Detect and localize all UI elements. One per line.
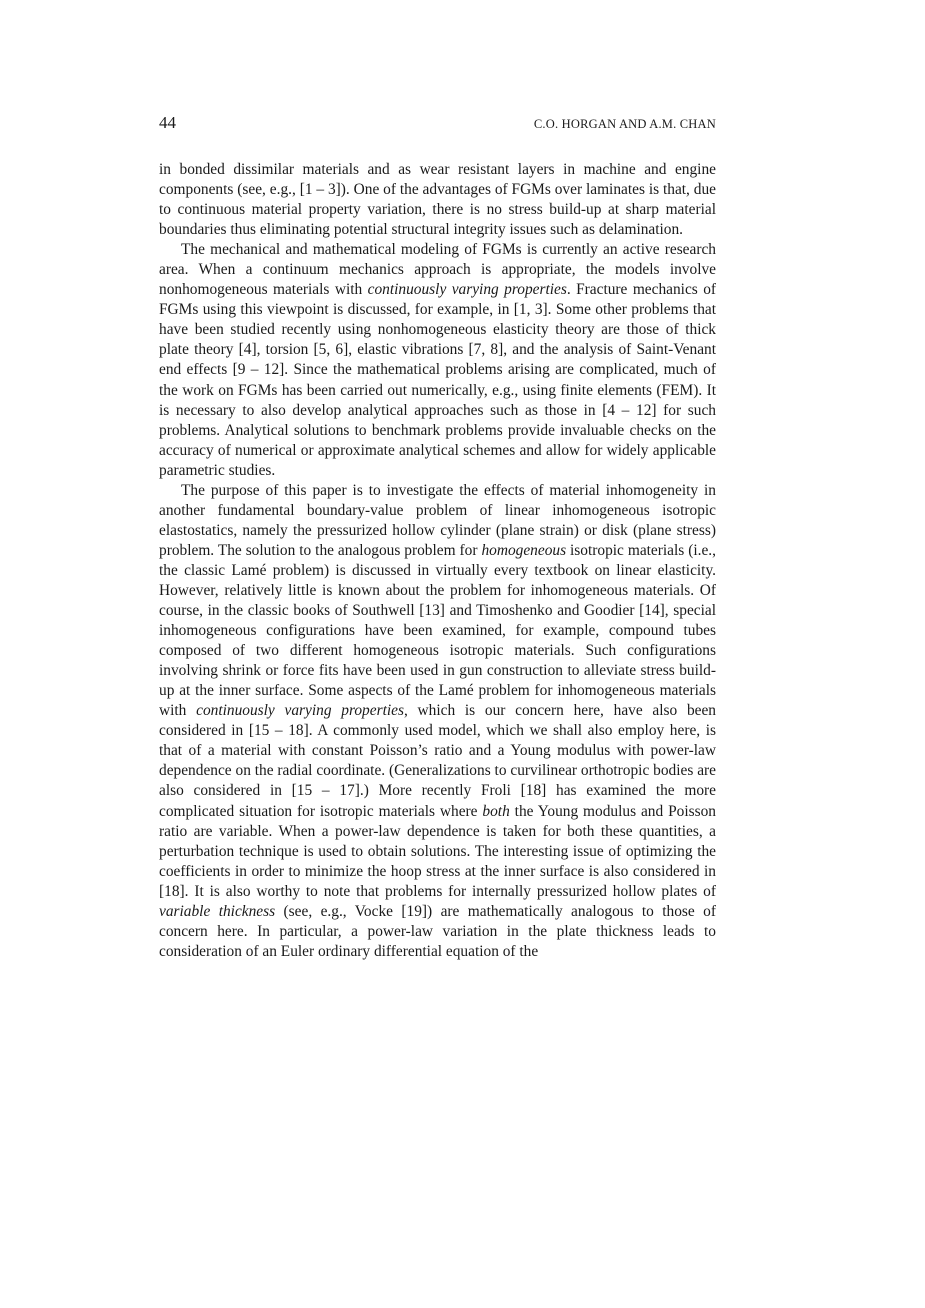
paragraph xyxy=(159,240,716,481)
page-number: 44 xyxy=(159,113,176,132)
paragraph-text: the Young modulus and Poisson ratio are variable. When a power-law dependence is taken for both these quantities, a perturbation technique is used to obtain solutions. The interesting issue of optimizing the coefficients in order to minimize the hoop stress at the inner surface is also considered in [18]. It is also worthy to note that problems for internally pressurized hollow plates of xyxy=(159,802,716,900)
paragraph xyxy=(159,160,716,240)
paragraph-text: . Fracture mechanics of FGMs using this viewpoint is discussed, for example, in [1, 3]. Some other problems that have been studied recently using nonhomogeneous elasticity theory are those of thick plate theory [4], torsion [5, 6], elastic vibrations [7, 8], and the analysis of Saint-Venant end effects [9 – 12]. Since the mathematical problems arising are complicated, much of the work on FGMs has been carried out numerically, e.g., using finite elements (FEM). It is necessary to also develop analytical approaches such as those in [4 – 12] for such problems. Analytical solutions to benchmark problems provide invaluable checks on the accuracy of numerical or approximate analytical schemes and allow for widely applicable parametric studies. xyxy=(159,281,717,479)
paragraph-text: (see, e.g., Vocke [19]) are mathematically analogous to those of concern here. In particular, a power-law variation in the plate thickness leads to consideration of an Euler ordinary differential equation of the xyxy=(159,902,716,960)
journal-page xyxy=(159,113,716,962)
running-head: C.O. HORGAN AND A.M. CHAN xyxy=(533,117,716,131)
emphasized-text: continuously varying properties xyxy=(367,281,567,299)
paragraph-text: isotropic materials (i.e., the classic Lamé problem) is discussed in virtually every textbook on linear elasticity. However, relatively little is known about the problem for inhomogeneous materials. Of course, in the classic books of Southwell [13] and Timoshenko and Goodier [14], special inhomogeneous configurations have been examined, for example, compound tubes composed of two different homogeneous isotropic materials. Such configurations involving shrink or force fits have been used in gun construction to alleviate stress build-up at the inner surface. Some aspects of the Lamé problem for inhomogeneous materials with xyxy=(159,541,716,720)
emphasized-text: variable thickness xyxy=(159,902,276,920)
body-text xyxy=(159,160,716,962)
paragraph-text: The purpose of this paper is to investigate the effects of material inhomogeneity in another fundamental boundary-value problem of linear inhomogeneous isotropic elastostatics, namely the pressurized hollow cylinder (plane strain) or disk (plane stress) problem. The solution to the analogous problem for xyxy=(159,481,716,559)
paragraph-text: The mechanical and mathematical modeling of FGMs is currently an active research area. When a continuum mechanics approach is appropriate, the models involve nonhomogeneous materials with xyxy=(159,241,716,299)
paragraph-text: , which is our concern here, have also been considered in [15 – 18]. A commonly used model, which we shall also employ here, is that of a material with constant Poisson’s ratio and a Young modulus with power-law dependence on the radial coordinate. (Generalizations to curvilinear orthotropic bodies are also considered in [15 – 17].) More recently Froli [18] has examined the more complicated situation for isotropic materials where xyxy=(159,702,716,820)
emphasized-text: homogeneous xyxy=(481,541,567,559)
paragraph-text: in bonded dissimilar materials and as wear resistant layers in machine and engine components (see, e.g., [1 – 3]). One of the advantages of FGMs over laminates is that, due to continuous material property variation, there is no stress build-up at sharp material boundaries thus eliminating potential structural integrity issues such as delamination. xyxy=(159,161,716,239)
paragraph xyxy=(159,481,716,962)
emphasized-text: continuously varying properties xyxy=(196,702,404,720)
page-header xyxy=(159,113,716,139)
emphasized-text: both xyxy=(482,802,510,820)
